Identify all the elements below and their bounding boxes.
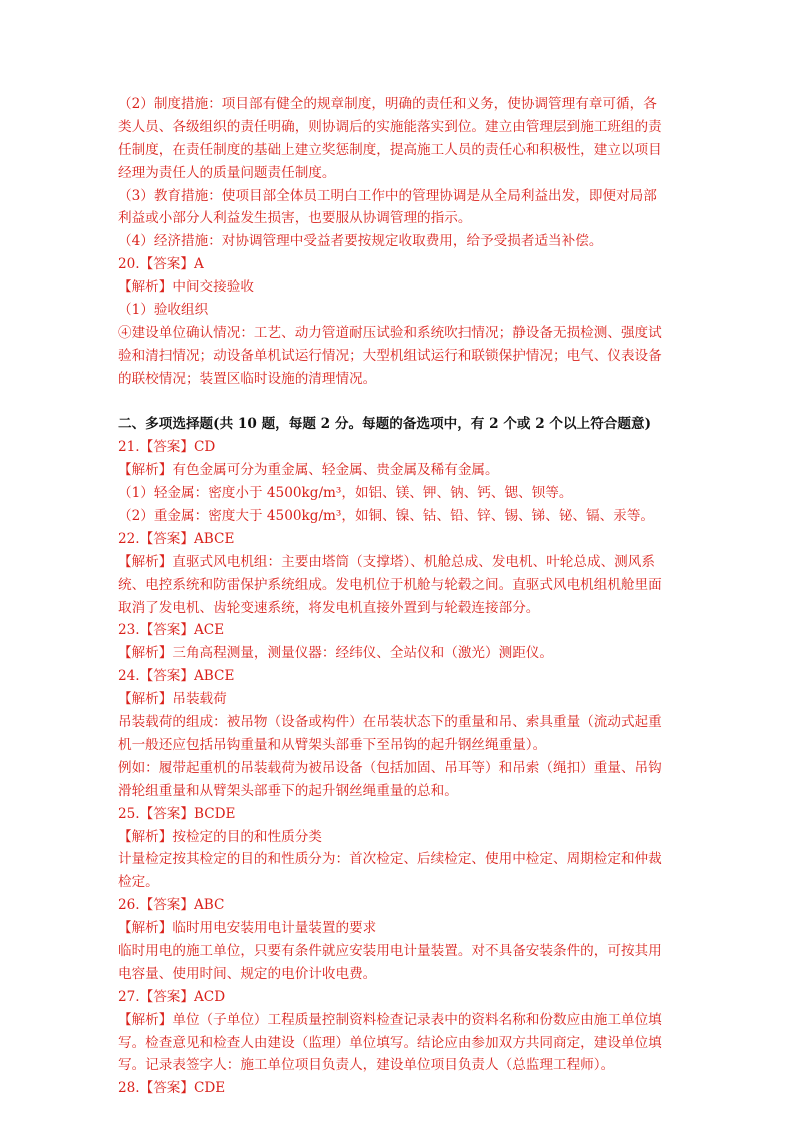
text-line: 27.【答案】ACD [118,988,226,1005]
text-line: 检定。 [118,874,159,891]
text-line: 【解析】直驱式风电机组：主要由塔筒（支撑塔）、机舱总成、发电机、叶轮总成、测风系 [118,553,655,570]
text-line: 21.【答案】CD [118,439,216,456]
text-line: 23.【答案】ACE [118,622,225,639]
text-line: 22.【答案】ABCE [118,530,235,547]
blank-line [118,391,684,414]
text-line: 滑轮组重量和从臂架头部垂下的起升钢丝绳重量的总和。 [118,782,458,799]
text-line: 20.【答案】A [118,256,204,273]
text-line: 【解析】中间交接验收 [118,279,254,296]
text-line: 【解析】吊装载荷 [118,691,227,708]
text-line: 任制度，在责任制度的基础上建立奖惩制度，提高施工人员的责任心和积极性，建立以项目 [118,141,662,158]
text-line: （2）制度措施：项目部有健全的规章制度，明确的责任和义务，使协调管理有章可循，各 [118,96,657,112]
section-heading: 二、多项选择题(共 10 题，每题 2 分。每题的备选项中，有 2 个或 2 个以上符合题意) [118,416,652,433]
text-line: （4）经济措施：对协调管理中受益者要按规定收取费用，给予受损者适当补偿。 [118,233,603,250]
text-line: 28.【答案】CDE [118,1080,226,1097]
text-line: 验和清扫情况；动设备单机试运行情况；大型机组试运行和联锁保护情况；电气、仪表设备 [118,347,662,364]
text-line: 写。检查意见和检查人由建设（监理）单位填写。结论应由参加双方共同商定，建设单位填 [118,1034,662,1051]
text-line: 写。记录表签字人：施工单位项目负责人，建设单位项目负责人（总监理工程师）。 [118,1057,615,1074]
text-line: 【解析】三角高程测量，测量仪器：经纬仪、全站仪和（激光）测距仪。 [118,645,553,662]
text-line: 临时用电的施工单位，只要有条件就应安装用电计量装置。对不具备安装条件的，可按其用 [118,942,662,959]
text-line: 的联校情况；装置区临时设施的清理情况。 [118,370,377,387]
text-line: （1）轻金属：密度小于 4500kg/m³，如铝、镁、钾、钠、钙、锶、钡等。 [118,485,573,502]
text-line: 26.【答案】ABC [118,897,225,914]
text-line: （3）教育措施：使项目部全体员工明白工作中的管理协调是从全局利益出发，即便对局部 [118,187,657,204]
text-line: 类人员、各级组织的责任明确，则协调后的实施能落实到位。建立由管理层到施工班组的责 [118,118,662,135]
text-line: 24.【答案】ABCE [118,668,235,685]
document-page [118,93,684,1100]
text-line: 计量检定按其检定的目的和性质分为：首次检定、后续检定、使用中检定、周期检定和仲裁 [118,851,662,868]
text-line: 利益或小部分人利益发生损害，也要服从协调管理的指示。 [118,210,472,227]
text-line: ④建设单位确认情况：工艺、动力管道耐压试验和系统吹扫情况；静设备无损检测、强度试 [118,324,662,341]
text-line: 取消了发电机、齿轮变速系统，将发电机直接外置到与轮毂连接部分。 [118,599,540,616]
text-line: 机一般还应包括吊钩重量和从臂架头部垂下至吊钩的起升钢丝绳重量）。 [118,736,547,753]
text-line: 电容量、使用时间、规定的电价计收电费。 [118,965,377,982]
text-line: 【解析】临时用电安装用电计量装置的要求 [118,920,377,937]
text-line: （2）重金属：密度大于 4500kg/m³，如铜、镍、钴、铅、锌、锡、锑、铋、镉、汞等。 [118,508,655,525]
text-line: 25.【答案】BCDE [118,805,236,822]
text-line: 吊装载荷的组成：被吊物（设备或构件）在吊装状态下的重量和吊、索具重量（流动式起重 [118,714,662,731]
text-line: 例如：履带起重机的吊装载荷为被吊设备（包括加固、吊耳等）和吊索（绳扣）重量、吊钩 [118,759,662,776]
text-line: 【解析】单位（子单位）工程质量控制资料检查记录表中的资料名称和份数应由施工单位填 [118,1011,662,1028]
text-line: （1）验收组织 [118,302,209,319]
text-line: 【解析】按检定的目的和性质分类 [118,828,322,845]
text-line: 统、电控系统和防雷保护系统组成。发电机位于机舱与轮毂之间。直驱式风电机组机舱里面 [118,576,662,593]
text-line: 经理为责任人的质量问题责任制度。 [118,164,336,181]
text-line: 【解析】有色金属可分为重金属、轻金属、贵金属及稀有金属。 [118,462,499,479]
